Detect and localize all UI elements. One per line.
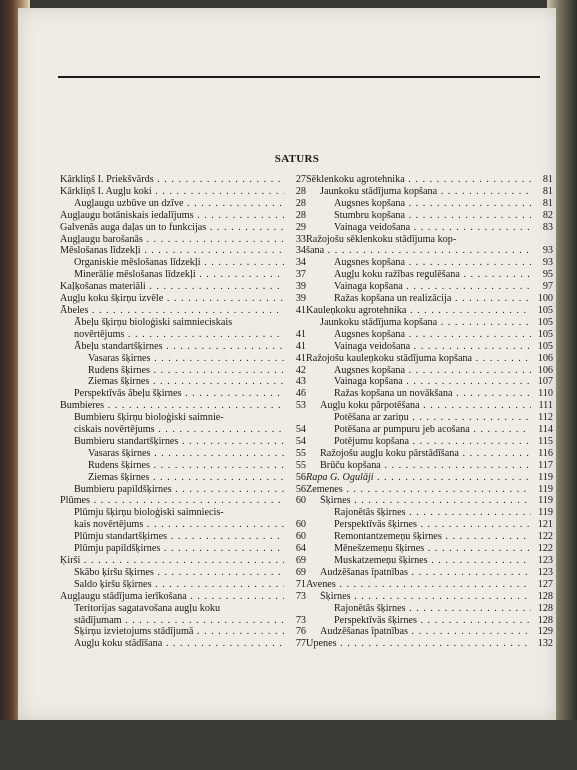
- toc-entry: [60, 293, 306, 305]
- toc-entry-page: 119: [538, 483, 553, 495]
- toc-entry-title: Kārkliņš I. Priekšvārds . . .: [60, 174, 284, 186]
- toc-entry: [60, 615, 306, 627]
- toc-entry: [306, 448, 553, 460]
- toc-entry-title: Potējumu kopšana . . .: [334, 436, 531, 448]
- toc-entry-title: Stumbru kopšana . . .: [334, 210, 531, 222]
- toc-entry-page: 42: [295, 364, 306, 376]
- toc-entry: [60, 376, 306, 388]
- toc-entry-page: 116: [538, 447, 553, 459]
- toc-entry: [60, 484, 306, 496]
- toc-entry: [306, 531, 553, 543]
- toc-entry-page: 122: [537, 543, 553, 555]
- toc-entry-title: Skābo ķiršu šķirnes . . .: [74, 567, 284, 579]
- toc-entry: [60, 245, 306, 257]
- toc-entry-page: 93: [542, 257, 553, 269]
- toc-entry-title: Augļaugu stādījuma ierīkošana . . .: [60, 591, 284, 603]
- toc-entry-title: Mēslošanas līdzekļi . . .: [60, 245, 284, 257]
- toc-entry-page: [531, 234, 553, 246]
- toc-entry: [60, 555, 306, 567]
- toc-entry-title: Ziemas šķirnes . . .: [88, 376, 284, 388]
- toc-entry-title: Vainaga kopšana . . .: [334, 376, 531, 388]
- toc-entry-title: Rajonētās šķirnes . . .: [334, 603, 531, 615]
- toc-entry-page: 41: [295, 352, 306, 364]
- toc-entry-page: 69: [295, 555, 306, 566]
- toc-entry-page: 54: [295, 424, 306, 436]
- toc-entry-page: 28: [295, 197, 306, 209]
- toc-entry-page: 119: [538, 507, 553, 519]
- toc-entry-page: 39: [295, 293, 306, 305]
- toc-entry-page: 53: [295, 400, 306, 412]
- toc-entry: [60, 531, 306, 543]
- toc-entry-title: Šķirnes . . .: [320, 591, 531, 603]
- toc-entry-title: Rudens šķirnes . . .: [88, 365, 284, 377]
- toc-entry: [60, 436, 306, 448]
- page-title: SATURS: [274, 153, 320, 165]
- toc-entry-title: Augļu koku pārpotēšana . . .: [320, 400, 531, 412]
- toc-entry: [306, 305, 553, 317]
- toc-entry-title: Mēnešzemeņu šķirnes . . .: [334, 543, 531, 555]
- toc-entry: [306, 591, 553, 603]
- toc-entry-title: Plūmju standartšķirnes . . .: [74, 531, 284, 543]
- toc-entry-title: Bumbieres . . .: [60, 400, 284, 412]
- toc-entry: [60, 448, 306, 460]
- toc-entry-title: Augsnes kopšana . . .: [334, 329, 531, 341]
- toc-entry-title: Jaunkoku stādījuma kopšana . . .: [320, 186, 531, 198]
- toc-entry: [60, 329, 306, 341]
- toc-entry: [306, 293, 553, 305]
- toc-entry-title: Ābeļu standartšķirnes . . .: [74, 341, 284, 353]
- toc-entry-page: 111: [538, 400, 553, 412]
- toc-entry-page: 60: [295, 495, 306, 507]
- book-page: [18, 8, 556, 720]
- toc-entry: [60, 424, 306, 436]
- toc-entry-title: Upenes . . .: [306, 638, 531, 650]
- toc-entry-title: novērtējums . . .: [74, 329, 284, 341]
- toc-entry: [60, 353, 306, 365]
- toc-entry-page: 121: [537, 519, 553, 531]
- toc-entry-title: kais novērtējums . . .: [74, 519, 284, 531]
- toc-entry-page: 81: [542, 197, 553, 209]
- toc-entry-page: 106: [537, 364, 553, 376]
- toc-entry-page: 127: [537, 578, 553, 590]
- toc-entry: [60, 305, 306, 317]
- toc-entry-page: 82: [542, 209, 553, 221]
- toc-entry: [306, 615, 553, 627]
- toc-entry: [306, 234, 553, 246]
- toc-entry-page: 55: [295, 447, 306, 459]
- toc-entry-title: Rudens šķirnes . . .: [88, 460, 284, 472]
- toc-entry-title: Ābeles . . .: [60, 305, 284, 317]
- toc-entry: [60, 472, 306, 484]
- toc-entry-title: Saldo ķiršu šķirnes . . .: [74, 579, 284, 591]
- toc-entry-title: Vainaga veidošana . . .: [334, 222, 531, 234]
- toc-entry-page: 105: [537, 328, 553, 340]
- toc-entry-title: Plūmes . . .: [60, 495, 284, 507]
- toc-entry-title: Augsnes kopšana . . .: [334, 365, 531, 377]
- toc-entry: [60, 579, 306, 591]
- toc-entry-page: [284, 507, 306, 519]
- toc-entry: [60, 400, 306, 412]
- toc-entry-title: Audzēšanas īpatnības . . .: [320, 567, 531, 579]
- toc-entry-page: 71: [295, 578, 306, 590]
- toc-entry: [60, 317, 306, 329]
- toc-entry-page: 56: [295, 471, 306, 483]
- toc-entry-title: Sēklenkoku agrotehnika . . .: [306, 174, 531, 186]
- toc-entry-title: Augsnes kopšana . . .: [334, 198, 531, 210]
- toc-entry: [306, 341, 553, 353]
- toc-entry-page: 41: [295, 340, 306, 352]
- toc-entry-page: 60: [295, 519, 306, 531]
- toc-entry-page: 39: [295, 281, 306, 293]
- toc-entry: [306, 543, 553, 555]
- toc-entry: [306, 281, 553, 293]
- toc-entry: [306, 567, 553, 579]
- toc-entry: [60, 567, 306, 579]
- toc-entry-title: Bumbieru papildšķirnes . . .: [74, 484, 284, 496]
- toc-left-column: [60, 174, 306, 650]
- toc-entry-title: Ražas kopšana un realizācija . . .: [334, 293, 531, 305]
- toc-entry: [306, 555, 553, 567]
- toc-entry-page: 97: [542, 281, 553, 293]
- toc-entry: [60, 269, 306, 281]
- toc-entry: [306, 400, 553, 412]
- toc-entry-page: 100: [537, 293, 553, 305]
- toc-entry-page: 46: [295, 388, 306, 400]
- toc-entry-title: Galvenās auga daļas un to funkcijas . . .: [60, 222, 284, 234]
- toc-entry-title: stādījumam . . .: [74, 615, 284, 627]
- toc-entry: [60, 341, 306, 353]
- toc-entry-title: Šķirnes . . .: [320, 495, 531, 507]
- toc-entry: [306, 210, 553, 222]
- toc-entry: [60, 222, 306, 234]
- toc-entry-title: Ražojošu kauleņkoku stādījuma kopšana . . .: [306, 353, 531, 365]
- toc-entry-page: [284, 603, 306, 615]
- toc-entry: [306, 436, 553, 448]
- toc-entry: [306, 519, 553, 531]
- toc-entry: [306, 198, 553, 210]
- toc-entry-page: 54: [295, 435, 306, 447]
- toc-entry-page: 119: [538, 471, 553, 483]
- toc-entry-page: 117: [538, 459, 553, 471]
- toc-entry: [60, 519, 306, 531]
- toc-entry-title: Augsnes kopšana . . .: [334, 257, 531, 269]
- toc-entry-title: Remontantzemeņu šķirnes . . .: [334, 531, 531, 543]
- toc-entry-page: 41: [295, 304, 306, 316]
- toc-entry: [306, 257, 553, 269]
- toc-entry: [60, 186, 306, 198]
- toc-entry-page: 119: [538, 495, 553, 507]
- toc-entry-title: Potēšana ar pumpuru jeb acošana . . .: [334, 424, 531, 436]
- toc-entry: [60, 198, 306, 210]
- toc-entry: [306, 317, 553, 329]
- toc-entry-page: 33: [295, 233, 306, 245]
- toc-entry-title: Brūču kopšana . . .: [320, 460, 531, 472]
- toc-entry-title: Teritorijas sagatavošana augļu koku: [74, 602, 221, 614]
- toc-entry: [306, 353, 553, 365]
- toc-entry-title: Augļaugu barošanās . . .: [60, 234, 284, 246]
- toc-entry-title: Potēšana ar zariņu . . .: [334, 412, 531, 424]
- toc-entry: [306, 638, 553, 650]
- toc-entry-title: Ražojošu sēklenkoku stādījuma kop-: [306, 233, 457, 245]
- toc-entry: [306, 460, 553, 472]
- toc-entry: [60, 281, 306, 293]
- toc-entry-title: Šķirņu izvietojums stādījumā . . .: [74, 626, 284, 638]
- toc-entry: [60, 210, 306, 222]
- toc-entry-page: 93: [542, 245, 553, 257]
- toc-entry-page: 60: [295, 531, 306, 543]
- toc-entry-page: 112: [538, 412, 553, 424]
- toc-entry-page: 132: [537, 638, 553, 650]
- toc-entry-title: Audzēšanas īpatnības . . .: [320, 626, 531, 638]
- toc-entry: [306, 579, 553, 591]
- toc-entry-title: Augļaugu uzbūve un dzīve . . .: [74, 198, 284, 210]
- toc-entry-page: 73: [295, 614, 306, 626]
- toc-entry-title: Muskatzemeņu šķirnes . . .: [334, 555, 531, 567]
- toc-entry-title: Kaļķošanas materiāli . . .: [60, 281, 284, 293]
- toc-entry-page: 110: [538, 388, 553, 400]
- toc-entry-page: 128: [537, 590, 553, 602]
- toc-entry: [60, 412, 306, 424]
- toc-entry-title: Perspektīvās ābeļu šķirnes . . .: [74, 388, 284, 400]
- toc-entry-title: Vainaga kopšana . . .: [334, 281, 531, 293]
- toc-entry: [306, 388, 553, 400]
- toc-entry-title: Vainaga veidošana . . .: [334, 341, 531, 353]
- toc-entry-title: Vasaras šķirnes . . .: [88, 448, 284, 460]
- toc-entry-page: 81: [542, 174, 553, 185]
- toc-entry-page: 43: [295, 376, 306, 388]
- toc-entry-title: Rapa G. Ogulāji . . .: [306, 472, 531, 484]
- toc-entry-page: 105: [537, 304, 553, 316]
- toc-entry: [60, 174, 306, 186]
- toc-entry-page: 95: [542, 269, 553, 281]
- toc-entry: [60, 591, 306, 603]
- toc-entry-title: Augļu koku stādīšana . . .: [74, 638, 284, 650]
- toc-entry-page: 107: [537, 376, 553, 388]
- toc-entry-title: Ziemas šķirnes . . .: [88, 472, 284, 484]
- toc-entry-page: 27: [295, 174, 306, 185]
- toc-entry-page: 105: [537, 316, 553, 328]
- toc-entry-page: 77: [295, 638, 306, 650]
- toc-entry-title: Kauleņkoku agrotehnika . . .: [306, 305, 531, 317]
- toc-entry: [306, 186, 553, 198]
- toc-entry: [306, 603, 553, 615]
- toc-entry-page: 28: [295, 185, 306, 197]
- toc-entry-title: Ražas kopšana un novākšana . . .: [334, 388, 531, 400]
- toc-entry: [60, 388, 306, 400]
- toc-entry-page: 73: [295, 590, 306, 602]
- toc-entry-title: Plūmju šķirņu bioloģiski saimniecis-: [74, 507, 224, 519]
- toc-entry: [60, 495, 306, 507]
- toc-entry-title: Bumbieru šķirņu bioloģiski saimnie-: [74, 412, 224, 424]
- toc-entry-page: 81: [542, 185, 553, 197]
- toc-entry-title: Bumbieru standartšķirnes . . .: [74, 436, 284, 448]
- toc-entry-title: Perspektīvās šķirnes . . .: [334, 615, 531, 627]
- toc-entry-page: 29: [295, 221, 306, 233]
- toc-entry: [306, 269, 553, 281]
- toc-entry-page: 128: [537, 614, 553, 626]
- toc-entry-page: 34: [295, 245, 306, 257]
- toc-entry-title: šana . . .: [306, 245, 531, 257]
- toc-entry: [60, 365, 306, 377]
- toc-entry-title: Ābeļu šķirņu bioloģiski saimnieciskais: [74, 316, 233, 328]
- toc-entry-page: 55: [295, 459, 306, 471]
- toc-entry-page: 105: [537, 340, 553, 352]
- toc-entry-title: Kārkliņš I. Augļu koki . . .: [60, 186, 284, 198]
- toc-entry: [60, 460, 306, 472]
- toc-entry: [306, 174, 553, 186]
- toc-entry: [306, 626, 553, 638]
- toc-entry: [60, 626, 306, 638]
- toc-entry: [60, 603, 306, 615]
- toc-entry-page: [284, 412, 306, 424]
- toc-entry: [306, 245, 553, 257]
- toc-entry-title: Augļu koku šķirņu izvēle . . .: [60, 293, 284, 305]
- toc-entry-title: Ķirši . . .: [60, 555, 284, 567]
- toc-entry-page: 76: [295, 626, 306, 638]
- toc-entry-page: 64: [295, 543, 306, 555]
- toc-entry-page: [284, 317, 306, 329]
- toc-entry: [306, 329, 553, 341]
- toc-entry-page: 122: [537, 531, 553, 543]
- toc-entry: [306, 412, 553, 424]
- toc-entry-title: Avenes . . .: [306, 579, 531, 591]
- toc-entry: [60, 257, 306, 269]
- toc-entry: [306, 365, 553, 377]
- toc-entry-title: Plūmju papildšķirnes . . .: [74, 543, 284, 555]
- toc-entry-page: 114: [538, 424, 553, 436]
- toc-entry-page: 106: [537, 352, 553, 364]
- toc-entry: [306, 507, 553, 519]
- toc-entry-page: 56: [295, 483, 306, 495]
- toc-entry-page: 28: [295, 209, 306, 221]
- toc-entry: [60, 638, 306, 650]
- toc-entry: [60, 234, 306, 246]
- toc-entry-title: Rajonētās šķirnes . . .: [334, 507, 531, 519]
- toc-entry-page: 41: [295, 328, 306, 340]
- toc-entry-page: 115: [538, 435, 553, 447]
- toc-entry: [306, 472, 553, 484]
- toc-entry-page: 83: [542, 221, 553, 233]
- toc-entry-page: 37: [295, 269, 306, 281]
- toc-entry: [306, 424, 553, 436]
- toc-entry-title: Zemenes . . .: [306, 484, 531, 496]
- toc-entry-page: 128: [537, 602, 553, 614]
- toc-entry-title: Minerālie mēslošanas līdzekļi . . .: [74, 269, 284, 281]
- toc-entry: [306, 484, 553, 496]
- toc-entry: [306, 495, 553, 507]
- toc-entry-title: Ražojošu augļu koku pārstādīšana . . .: [320, 448, 531, 460]
- toc-entry-page: 129: [537, 626, 553, 638]
- toc-right-column: [306, 174, 553, 650]
- toc-entry-page: 123: [537, 566, 553, 578]
- toc-entry-title: ciskais novērtējums . . .: [74, 424, 284, 436]
- header-rule: [58, 76, 540, 78]
- toc-entry-title: Augļaugu botāniskais iedalījums . . .: [60, 210, 284, 222]
- toc-entry: [60, 507, 306, 519]
- toc-entry-page: 123: [537, 555, 553, 566]
- toc-entry-title: Jaunkoku stādījuma kopšana . . .: [320, 317, 531, 329]
- toc-entry-title: Organiskie mēslošanas līdzekļi . . .: [74, 257, 284, 269]
- toc-entry-page: 34: [295, 257, 306, 269]
- toc-entry-page: 69: [295, 566, 306, 578]
- toc-entry-title: Perspektīvās šķirnes . . .: [334, 519, 531, 531]
- toc-entry: [306, 222, 553, 234]
- toc-entry: [60, 543, 306, 555]
- toc-entry-title: Vasaras šķirnes . . .: [88, 353, 284, 365]
- toc-entry: [306, 376, 553, 388]
- toc-entry-title: Augļu koku ražības regulēšana . . .: [334, 269, 531, 281]
- table-surface: [0, 720, 577, 770]
